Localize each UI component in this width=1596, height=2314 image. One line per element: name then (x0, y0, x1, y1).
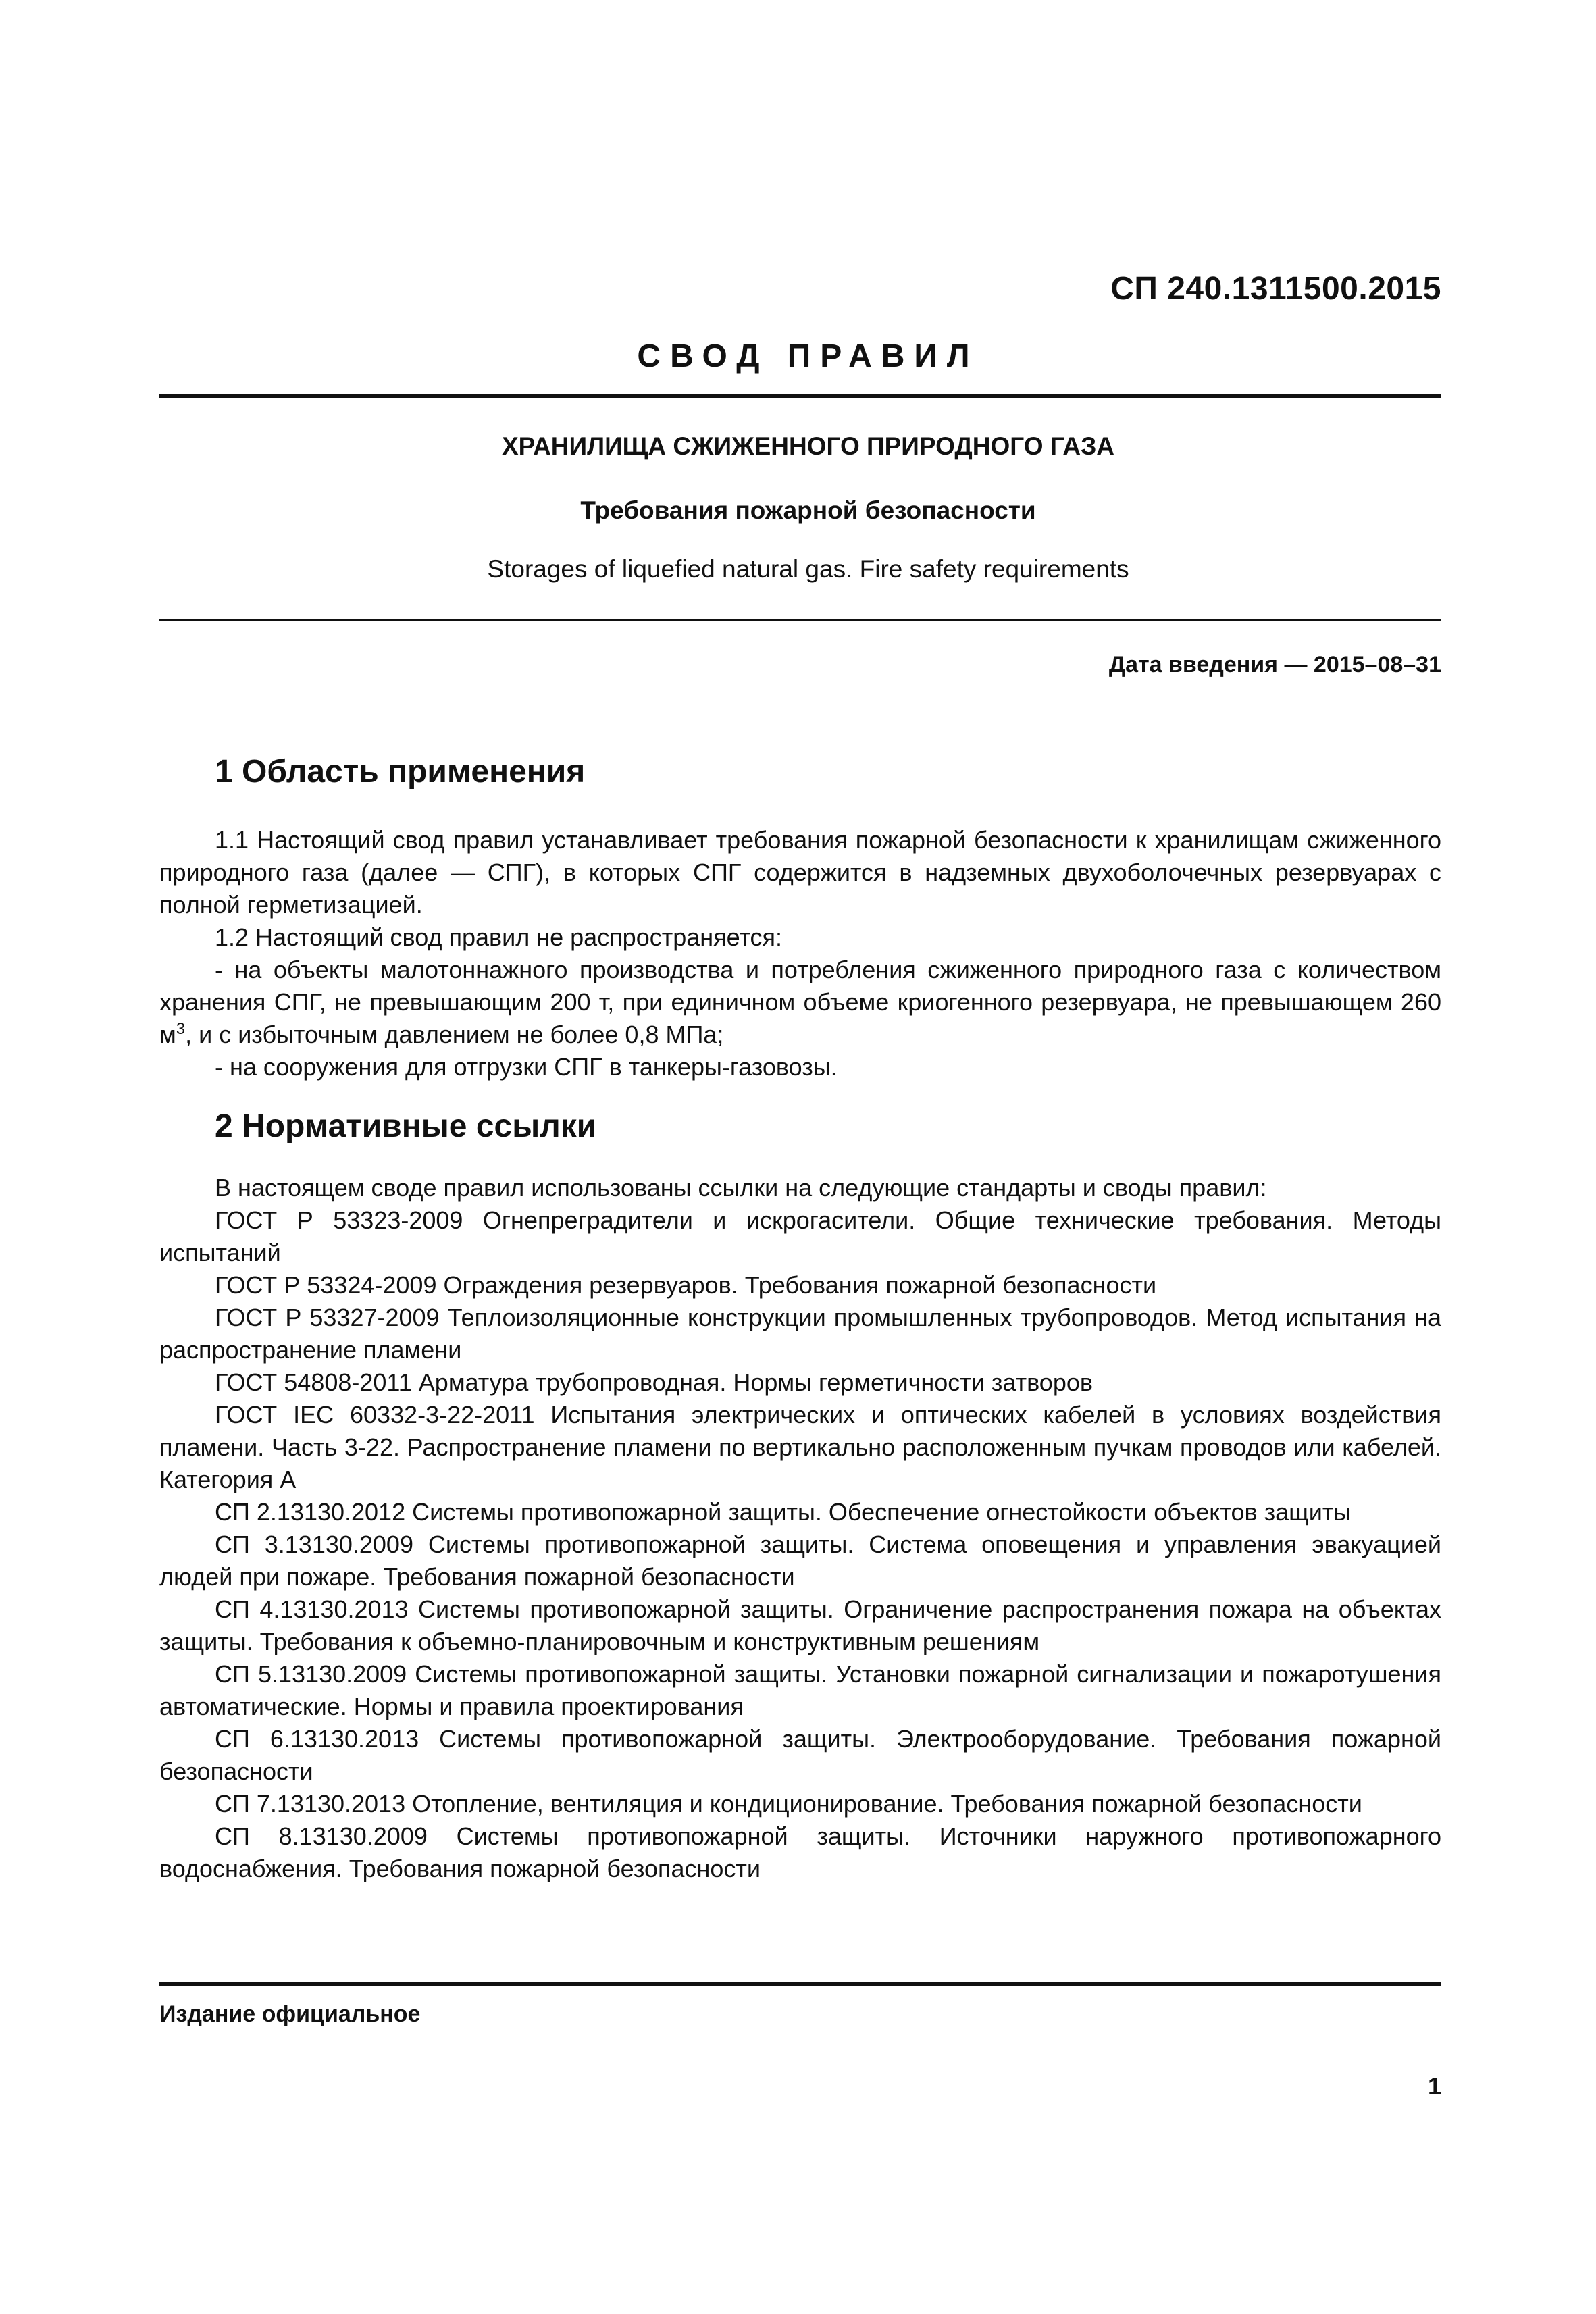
reference-item: ГОСТ 54808-2011 Арматура трубопроводная. Нормы герметичности затворов (215, 1368, 1093, 1396)
document-code: СП 240.1311500.2015 (1110, 271, 1441, 307)
reference-item: ГОСТ Р 53324-2009 Ограждения резервуаров. Требования пожарной безопасности (215, 1271, 1157, 1299)
reference-item: СП 7.13130.2013 Отопление, вентиляция и кондиционирование. Требования пожарной безопасности (215, 1790, 1362, 1818)
section-2-intro: В настоящем своде правил использованы ссылки на следующие стандарты и своды правил: (215, 1174, 1267, 1202)
paragraph-1-2-item-2: - на сооружения для отгрузки СПГ в танкеры-газовозы. (215, 1053, 838, 1081)
section-2-heading: 2 Нормативные ссылки (215, 1108, 597, 1144)
reference-item: СП 6.13130.2013 Системы противопожарной защиты. Электрооборудование. Требования пожарной безопасности (159, 1725, 1441, 1785)
footer-rule (159, 1982, 1441, 1986)
document-subtitle: Требования пожарной безопасности (580, 496, 1036, 524)
item-1-text-start: - на объекты малотоннажного производства и потребления сжиженного природного газа с количеством хранения СПГ, не превышающим 200 т, при единичном объеме криогенного резервуара, не превышающем 260 м (159, 956, 1441, 1048)
section-1-heading: 1 Область применения (215, 754, 586, 790)
paragraph-1-2: 1.2 Настоящий свод правил не распространяется: (215, 923, 783, 951)
reference-item: СП 2.13130.2012 Системы противопожарной защиты. Обеспечение огнестойкости объектов защиты (215, 1498, 1352, 1526)
document-title-english: Storages of liquefied natural gas. Fire safety requirements (487, 555, 1129, 583)
paragraph-1-2-item-1 (159, 954, 1441, 1051)
top-rule (159, 394, 1441, 398)
document-title: ХРАНИЛИЩА СЖИЖЕННОГО ПРИРОДНОГО ГАЗА (501, 432, 1115, 460)
reference-item: СП 3.13130.2009 Системы противопожарной защиты. Система оповещения и управления эвакуацией людей при пожаре. Требования пожарной безопасности (159, 1531, 1441, 1591)
superscript-3: 3 (176, 1020, 186, 1038)
section-2-body (159, 1172, 1441, 1885)
paragraph-1-1: 1.1 Настоящий свод правил устанавливает требования пожарной безопасности к хранилищам сжиженного природного газа (далее — СПГ), в которых СПГ содержится в надземных двухоболочечных резервуарах с полной герметизацией. (159, 826, 1441, 919)
introduction-date: Дата введения — 2015–08–31 (1108, 652, 1441, 677)
reference-item: СП 5.13130.2009 Системы противопожарной защиты. Установки пожарной сигнализации и пожаротушения автоматические. Нормы и правила проектирования (159, 1660, 1441, 1720)
item-1-text-end: , и с избыточным давлением не более 0,8 МПа; (185, 1021, 724, 1048)
document-kind: СВОД ПРАВИЛ (637, 338, 979, 374)
title-rule (159, 619, 1441, 621)
reference-item: ГОСТ Р 53327-2009 Теплоизоляционные конструкции промышленных трубопроводов. Метод испытания на распространение пламени (159, 1304, 1441, 1364)
official-edition-note: Издание официальное (159, 2001, 421, 2027)
page-number: 1 (1427, 2072, 1441, 2100)
reference-item: СП 8.13130.2009 Системы противопожарной защиты. Источники наружного противопожарного водоснабжения. Требования пожарной безопасности (159, 1822, 1441, 1882)
reference-item: СП 4.13130.2013 Системы противопожарной защиты. Ограничение распространения пожара на объектах защиты. Требования к объемно-планировочным и конструктивным решениям (159, 1595, 1441, 1655)
section-1-body (159, 824, 1441, 1083)
reference-item: ГОСТ Р 53323-2009 Огнепреградители и искрогасители. Общие технические требования. Методы испытаний (159, 1206, 1441, 1266)
reference-item: ГОСТ IEC 60332-3-22-2011 Испытания электрических и оптических кабелей в условиях воздействия пламени. Часть 3-22. Распространение пламени по вертикально расположенным пучкам проводов или кабелей. Категория А (159, 1401, 1441, 1493)
